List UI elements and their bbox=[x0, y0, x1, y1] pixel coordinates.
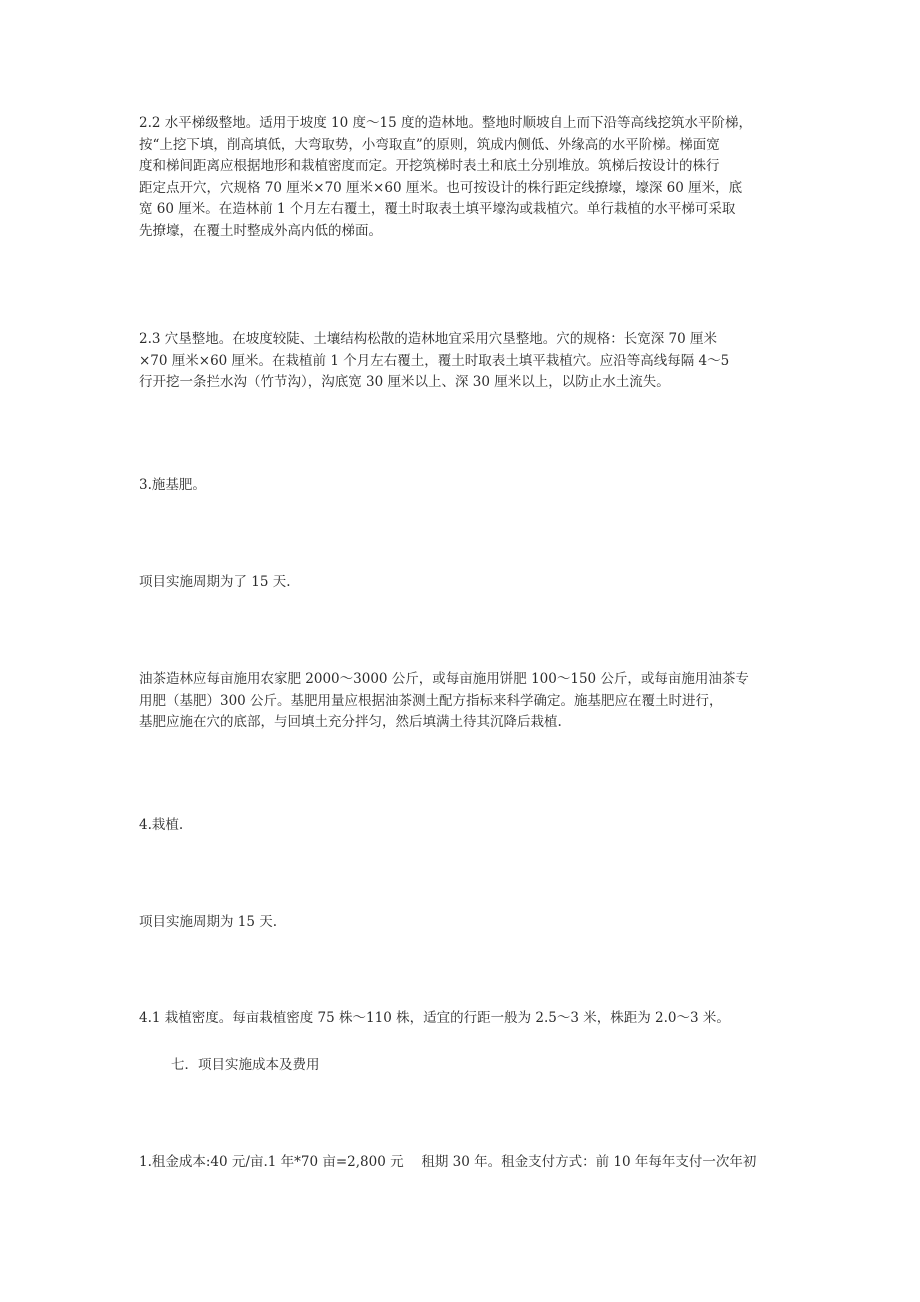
text-line: ×70 厘米×60 厘米。在栽植前 1 个月左右覆土，覆土时取表土填平栽植穴。应沿等高线每隔 4～5 bbox=[139, 352, 730, 369]
paragraph-4-1-planting-density bbox=[139, 1008, 799, 1030]
heading-section-7-costs bbox=[171, 1055, 831, 1077]
paragraph-2-3-pit-preparation bbox=[139, 329, 799, 394]
text-line: 先撩壕，在覆土时整成外高内低的梯面。 bbox=[139, 222, 382, 239]
text-line: 宽 60 厘米。在造林前 1 个月左右覆土，覆土时取表土填平壕沟或栽植穴。单行栽植的水平梯可采取 bbox=[139, 201, 736, 217]
period-note-planting bbox=[139, 912, 799, 934]
text-line: 项目实施周期为了 15 天. bbox=[139, 574, 291, 590]
heading-3-base-fertilizer bbox=[139, 475, 799, 497]
paragraph-2-2-horizontal-terrace bbox=[139, 113, 799, 242]
text-line: 基肥应施在穴的底部，与回填土充分拌匀，然后填满土待其沉降后栽植. bbox=[139, 714, 562, 730]
text-line: 1.租金成本:40 元/亩.1 年*70 亩=2,800 元 租期 30 年。租金支付方式：前 10 年每年支付一次年初 bbox=[139, 1154, 757, 1170]
text-line: 2.3 穴垦整地。在坡度较陡、土壤结构松散的造林地宜采用穴垦整地。穴的规格：长宽深 70 厘米 bbox=[139, 331, 718, 347]
paragraph-fertilizer-details bbox=[139, 669, 799, 734]
text-line: 行开挖一条拦水沟（竹节沟），沟底宽 30 厘米以上、深 30 厘米以上，以防止水土流失。 bbox=[139, 374, 670, 390]
text-line: 按“上挖下填，削高填低，大弯取势，小弯取直”的原则，筑成内侧低、外缘高的水平阶梯。梯面宽 bbox=[139, 136, 720, 153]
text-line: 3.施基肥。 bbox=[139, 477, 206, 493]
text-line: 2.2 水平梯级整地。适用于坡度 10 度～15 度的造林地。整地时顺坡自上而下沿等高线挖筑水平阶梯， bbox=[139, 115, 752, 131]
text-line: 4.1 栽植密度。每亩栽植密度 75 株～110 株，适宜的行距一般为 2.5～3 米，株距为 2.0～3 米。 bbox=[139, 1010, 730, 1026]
period-note-fertilizer bbox=[139, 572, 799, 594]
text-line: 用肥（基肥）300 公斤。基肥用量应根据油茶测土配方指标来科学确定。施基肥应在覆土时进行， bbox=[139, 692, 723, 709]
paragraph-7-1-rent-cost bbox=[139, 1152, 799, 1174]
text-line: 项目实施周期为 15 天. bbox=[139, 914, 278, 930]
text-line: 距定点开穴，穴规格 70 厘米×70 厘米×60 厘米。也可按设计的株行距定线撩壕，壕深 60 厘米，底 bbox=[139, 179, 743, 196]
heading-4-planting bbox=[139, 815, 799, 837]
text-line: 油茶造林应每亩施用农家肥 2000～3000 公斤，或每亩施用饼肥 100～150 公斤，或每亩施用油茶专 bbox=[139, 671, 749, 687]
text-line: 度和梯间距离应根据地形和栽植密度而定。开挖筑梯时表土和底土分别堆放。筑梯后按设计的株行 bbox=[139, 158, 720, 174]
text-line: 七．项目实施成本及费用 bbox=[171, 1057, 320, 1073]
text-line: 4.栽植. bbox=[139, 817, 184, 833]
